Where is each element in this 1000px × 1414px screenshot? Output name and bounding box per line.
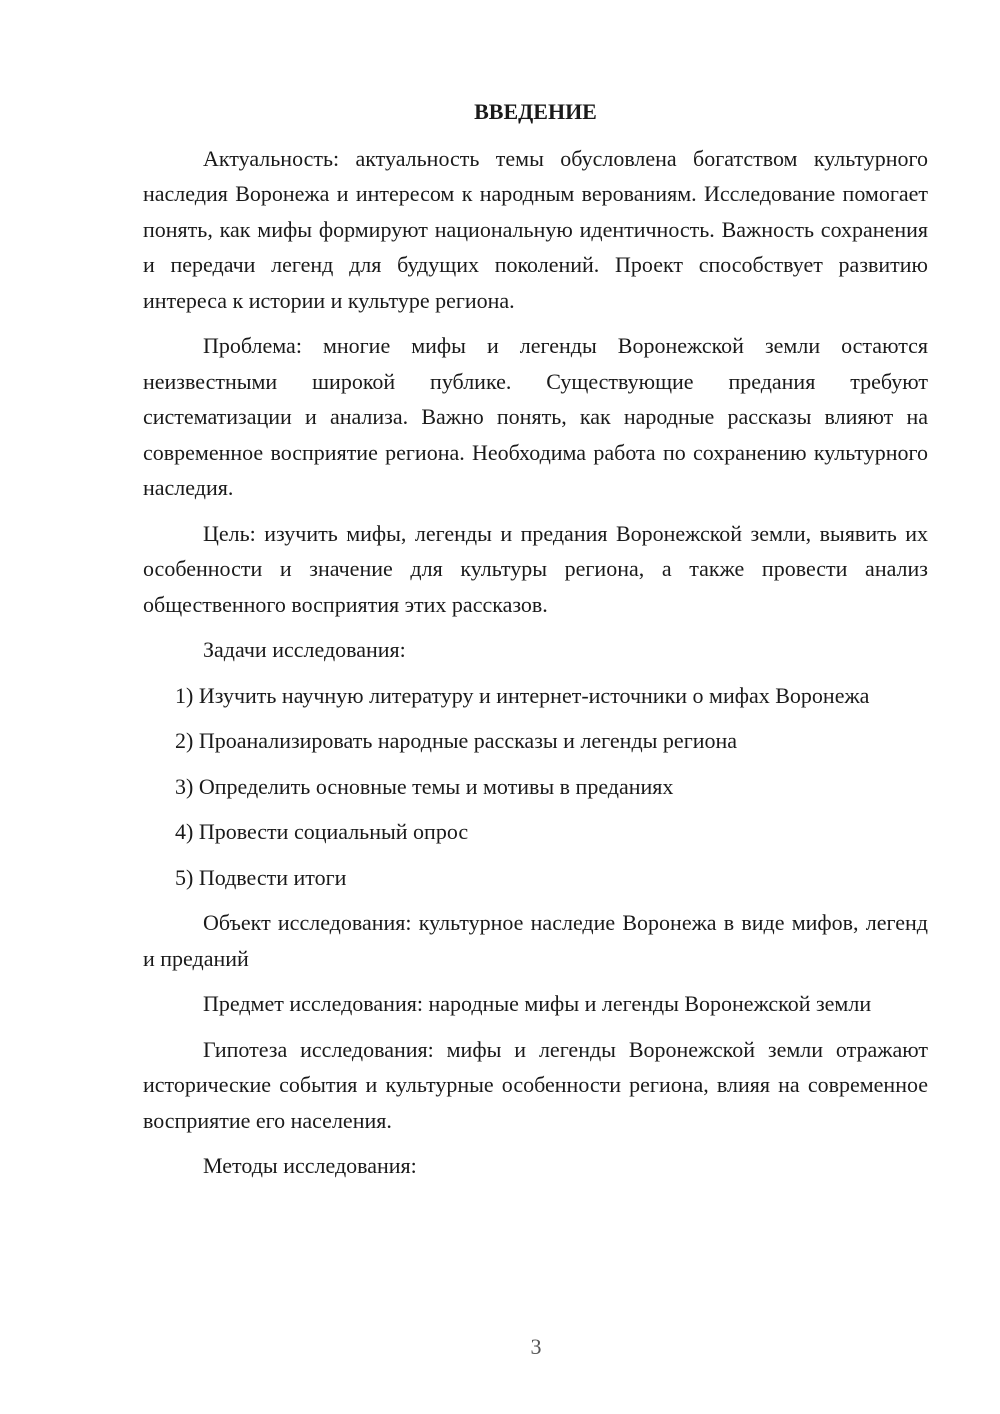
paragraph-problem: Проблема: многие мифы и легенды Воронежской земли остаются неизвестными широкой публике. Существующие предания требуют систематизации и анализа. Важно понять, как народные рассказы влияют на современное восприятие региона. Необходима работа по сохранению культурного наследия. [143,333,928,500]
task-item: 2) Проанализировать народные рассказы и легенды региона [175,728,738,753]
task-item: 3) Определить основные темы и мотивы в преданиях [175,773,674,799]
task-item: 4) Провести социальный опрос [175,819,469,844]
page-number: 3 [530,1334,542,1359]
paragraph-tasks-heading: Задачи исследования: [203,637,406,662]
page-title: ВВЕДЕНИЕ [474,99,597,124]
paragraph-hypothesis: Гипотеза исследования: мифы и легенды Воронежской земли отражают исторические события и культурные особенности региона, влияя на современное восприятие его населения. [143,1036,928,1133]
paragraph-methods: Методы исследования: [203,1153,417,1178]
page-body [143,94,928,1194]
task-item: 1) Изучить научную литературу и интернет-источники о мифах Воронежа [175,682,870,708]
paragraph-goal: Цель: изучить мифы, легенды и предания Воронежской земли, выявить их особенности и значение для культуры региона, а также провести анализ общественного восприятия этих рассказов. [143,520,928,617]
paragraph-subject: Предмет исследования: народные мифы и легенды Воронежской земли [203,991,872,1016]
task-item: 5) Подвести итоги [175,864,347,890]
paragraph-object: Объект исследования: культурное наследие Воронежа в виде мифов, легенд и преданий [143,910,928,971]
paragraph-relevance: Актуальность: актуальность темы обусловлена богатством культурного наследия Воронежа и интересом к народным верованиям. Исследование помогает понять, как мифы формируют национальную идентичность. Важность сохранения и передачи легенд для будущих поколений. Проект способствует развитию интереса к истории и культуре региона. [143,145,928,313]
